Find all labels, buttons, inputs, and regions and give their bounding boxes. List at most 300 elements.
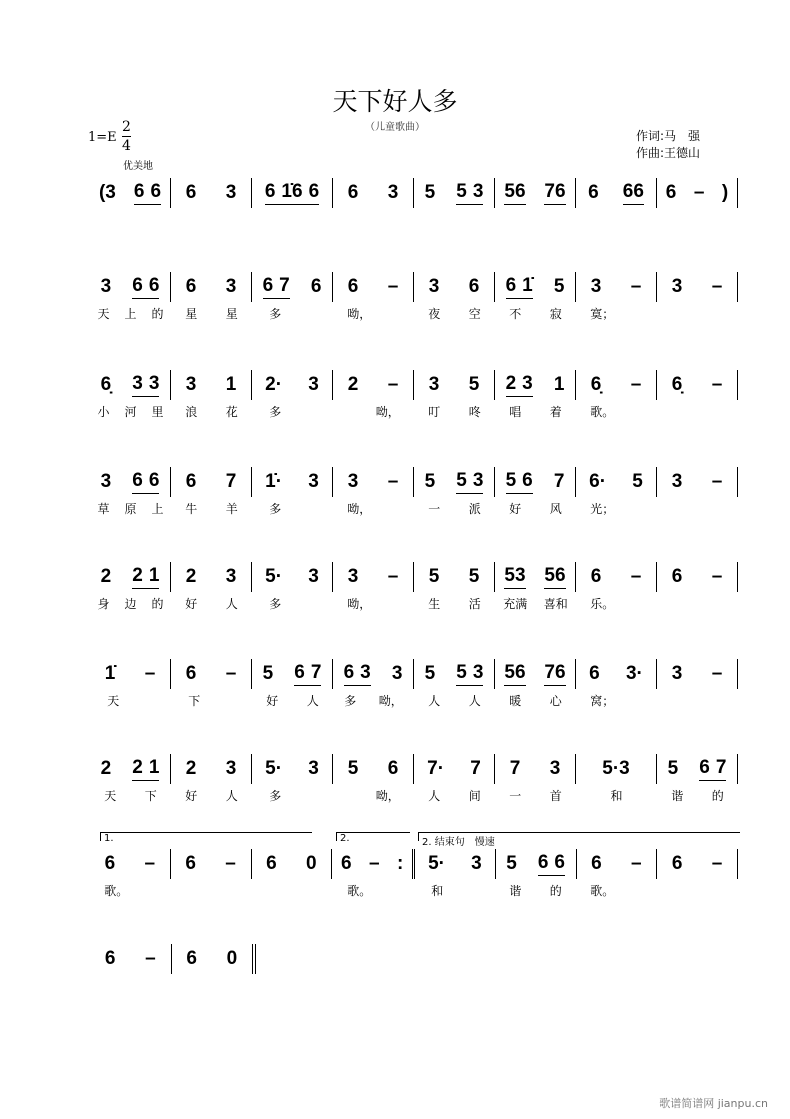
measure	[576, 178, 657, 208]
measure	[414, 370, 495, 400]
note: 2	[100, 758, 112, 779]
lyrics-row	[90, 882, 738, 899]
note: 6	[104, 948, 116, 969]
measure-lyrics	[171, 403, 252, 420]
lyric-syllable: 原	[124, 502, 137, 516]
note: –	[711, 471, 723, 492]
note-group	[101, 276, 112, 298]
note-group	[425, 471, 436, 493]
note-group	[554, 471, 565, 493]
note-group	[186, 566, 197, 588]
note-group	[392, 663, 403, 685]
note: 6	[266, 853, 277, 874]
note-group	[145, 663, 156, 685]
measure-lyrics	[252, 595, 333, 612]
note: 1	[553, 374, 565, 395]
note: 3	[132, 373, 143, 394]
lyric-syllable: 一	[428, 502, 441, 516]
lyric-syllable: 呦，	[347, 597, 372, 611]
note: –	[225, 853, 236, 874]
note: 6	[671, 853, 683, 874]
lyric-syllable: 人	[468, 694, 481, 708]
note-group	[506, 470, 533, 494]
note: 6	[150, 181, 162, 202]
note: 3	[472, 470, 484, 491]
note: 6	[387, 758, 399, 779]
composer: 作曲:王德山	[636, 146, 701, 160]
note-group	[99, 182, 116, 204]
note-group	[506, 275, 533, 299]
note-group	[306, 853, 317, 875]
lyrics-row	[90, 787, 738, 804]
note: –	[387, 374, 399, 395]
note: 3	[590, 276, 602, 297]
measure-lyrics	[414, 403, 495, 420]
measure	[414, 562, 495, 592]
note: 3	[148, 373, 160, 394]
note: 3	[225, 566, 237, 587]
note: 6	[310, 276, 322, 297]
note: 2	[132, 565, 143, 586]
note-group	[348, 374, 359, 396]
measure-lyrics	[657, 595, 738, 612]
note: 6	[340, 853, 352, 874]
measure	[576, 754, 657, 784]
lyric-syllable: 谐	[671, 789, 684, 803]
note: 6	[185, 276, 197, 297]
lyric-syllable: 下	[144, 789, 157, 803]
note-group	[538, 852, 565, 876]
note: 7	[470, 758, 481, 779]
measure	[414, 754, 495, 784]
note-group	[226, 182, 237, 204]
lyric-syllable: 窝；	[590, 694, 615, 708]
note-group	[226, 374, 237, 396]
lyric-syllable: 呦，	[347, 307, 372, 321]
lyric-syllable: 间	[468, 789, 481, 803]
tempo-marking: 优美地	[123, 161, 153, 172]
volta-1: 1.	[100, 832, 312, 841]
note-group	[388, 566, 399, 588]
note-group	[631, 276, 642, 298]
note-group	[427, 758, 444, 780]
lyric-syllable: 乐。	[590, 597, 615, 611]
note-group	[101, 566, 112, 588]
song-title: 天下好人多	[332, 87, 458, 116]
note: 2	[100, 566, 112, 587]
lyric-syllable: 天	[104, 789, 117, 803]
lyric-syllable: 活	[468, 597, 481, 611]
measure-lyrics	[495, 692, 576, 709]
note: –	[711, 566, 723, 587]
measure	[333, 562, 414, 592]
note-group	[186, 276, 197, 298]
song-subtitle: （儿童歌曲）	[365, 122, 425, 133]
measure-lyrics	[495, 595, 576, 612]
lyric-syllable: 天	[107, 694, 120, 708]
measure-lyrics	[90, 595, 171, 612]
note-group	[623, 181, 644, 205]
note-group	[388, 758, 399, 780]
note: –	[711, 276, 723, 297]
note: 5	[424, 182, 436, 203]
note-group	[105, 663, 116, 685]
note-group	[308, 566, 319, 588]
measure-lyrics	[414, 882, 495, 899]
note: 3	[360, 662, 371, 683]
note-group	[388, 276, 399, 298]
measure	[577, 849, 658, 879]
measure	[414, 467, 495, 497]
note-group	[226, 566, 237, 588]
measure	[415, 849, 496, 879]
lyric-syllable: 空	[468, 307, 481, 321]
note-group	[348, 566, 359, 588]
note: 3	[308, 758, 319, 779]
note: 56	[504, 662, 526, 683]
lyric-syllable: 喜和	[543, 597, 568, 611]
note-group	[348, 276, 359, 298]
note: 6	[132, 470, 143, 491]
measure	[90, 944, 172, 974]
note-group	[227, 948, 238, 970]
note: 6	[294, 662, 305, 683]
note: 5	[468, 566, 480, 587]
measure-lyrics	[90, 882, 171, 899]
time-signature	[122, 118, 131, 155]
note: 3	[225, 182, 237, 203]
measure-lyrics	[90, 305, 171, 322]
note-group	[429, 566, 440, 588]
measure-lyrics	[333, 882, 414, 899]
measure-lyrics	[414, 787, 495, 804]
note-group	[506, 373, 533, 397]
note-group	[544, 181, 565, 205]
measure-lyrics	[495, 403, 576, 420]
note: 2	[132, 757, 143, 778]
measure-lyrics	[576, 305, 657, 322]
note-group	[554, 374, 565, 396]
note: 6	[133, 181, 145, 202]
note-group	[429, 276, 440, 298]
note-group	[591, 374, 602, 396]
lyricist: 作词:马 强	[636, 129, 701, 143]
note-group	[265, 471, 282, 493]
note-group	[699, 757, 726, 781]
measure-lyrics	[171, 595, 252, 612]
note: 3	[347, 471, 359, 492]
lyric-syllable: 小	[97, 405, 110, 419]
lyric-syllable: 呦，	[378, 694, 403, 708]
lyric-syllable: 歌。	[590, 405, 615, 419]
note: 3	[308, 566, 319, 587]
note-group	[428, 853, 445, 875]
measure	[414, 178, 495, 208]
measure-lyrics	[333, 595, 414, 612]
note-group	[712, 566, 723, 588]
note: 6	[132, 275, 143, 296]
measure-lyrics	[333, 692, 414, 709]
note-group	[388, 374, 399, 396]
note-group	[544, 565, 565, 589]
note-group	[672, 663, 683, 685]
note: 5	[632, 471, 643, 492]
note-group	[308, 374, 319, 396]
note: 6	[590, 566, 602, 587]
note-group	[101, 758, 112, 780]
lyric-syllable: 谐	[509, 884, 522, 898]
measure	[495, 659, 576, 689]
measure	[333, 370, 414, 400]
note-group	[308, 471, 319, 493]
note: 3	[428, 276, 440, 297]
note-group	[225, 853, 236, 875]
note: 3	[308, 471, 319, 492]
measure	[495, 562, 576, 592]
note: 5	[456, 662, 467, 683]
note: 5	[553, 276, 565, 297]
note-group	[132, 373, 159, 397]
measure-lyrics	[252, 403, 333, 420]
measure-lyrics	[576, 595, 657, 612]
note-group	[712, 276, 723, 298]
measure	[576, 659, 657, 689]
note-group	[101, 374, 112, 396]
measure	[252, 370, 333, 400]
measure	[414, 659, 495, 689]
measure	[657, 178, 738, 208]
staff-row	[90, 467, 738, 499]
note-group	[186, 182, 197, 204]
note: 3	[185, 374, 197, 395]
note: 6	[347, 182, 359, 203]
note-group	[388, 182, 399, 204]
note: –	[144, 853, 156, 874]
note: 2	[185, 758, 197, 779]
measure	[90, 659, 171, 689]
measure-lyrics	[171, 787, 252, 804]
note: 1̇	[104, 663, 116, 684]
measure	[333, 467, 414, 497]
note: –	[631, 853, 642, 874]
note: 5	[424, 471, 436, 492]
lyric-syllable: 多	[269, 502, 282, 516]
note: 3	[225, 276, 237, 297]
measure-lyrics	[495, 305, 576, 322]
measure-lyrics	[414, 305, 495, 322]
lyric-syllable: 充满	[503, 597, 528, 611]
note: 6	[104, 853, 116, 874]
staff-row	[90, 272, 738, 304]
staff-row	[90, 754, 738, 786]
note-group	[672, 853, 683, 875]
measure-lyrics	[90, 403, 171, 420]
note: –	[368, 853, 380, 874]
lyric-syllable: 歌。	[104, 884, 129, 898]
measure	[657, 370, 738, 400]
measure	[171, 562, 252, 592]
measure	[252, 849, 333, 879]
note-group	[672, 276, 683, 298]
note-group	[712, 471, 723, 493]
note: 7	[279, 275, 290, 296]
measure	[171, 272, 252, 302]
note: 2	[185, 566, 197, 587]
measure	[252, 178, 333, 208]
note-group	[712, 663, 723, 685]
lyric-syllable: 歌。	[590, 884, 615, 898]
note-group	[469, 566, 480, 588]
lyric-syllable: 边	[124, 597, 137, 611]
note: 7	[715, 757, 727, 778]
note-group	[132, 275, 159, 299]
staff-row	[90, 659, 738, 691]
measure-lyrics	[333, 500, 414, 517]
note-group	[341, 853, 352, 875]
lyric-syllable: 羊	[225, 502, 238, 516]
lyric-syllable: 人	[428, 694, 441, 708]
note: 5·3	[602, 758, 630, 779]
lyric-syllable: 多	[269, 597, 282, 611]
note-group	[456, 470, 483, 494]
note: 3	[100, 276, 112, 297]
lyric-syllable: 生	[428, 597, 441, 611]
measure	[90, 754, 171, 784]
note-group	[631, 374, 642, 396]
note: 7	[310, 662, 322, 683]
measure-lyrics	[495, 787, 576, 804]
lyric-syllable: 的	[549, 884, 562, 898]
note-group	[132, 565, 159, 589]
note: 6	[537, 852, 549, 873]
note: 6	[699, 757, 710, 778]
note: 5	[347, 758, 359, 779]
measure-lyrics	[171, 500, 252, 517]
measure-lyrics	[90, 692, 171, 709]
measure	[332, 849, 415, 879]
note-group	[186, 471, 197, 493]
measure	[252, 659, 333, 689]
lyric-syllable: 暖	[509, 694, 522, 708]
watermark: 歌谱简谱网 jianpu.cn	[659, 1097, 768, 1110]
note-group	[186, 758, 197, 780]
note-group	[554, 276, 565, 298]
note: 6̣	[671, 374, 683, 395]
lyric-syllable: 好	[266, 694, 279, 708]
note-group	[712, 374, 723, 396]
lyric-syllable: 星	[185, 307, 198, 321]
note: 56	[504, 181, 526, 202]
time-sig-top: 2	[122, 119, 131, 135]
lyric-syllable: 叮	[428, 405, 441, 419]
staff-row	[90, 944, 256, 976]
measure-lyrics	[657, 882, 738, 899]
note-group	[456, 662, 483, 686]
measure-lyrics	[576, 882, 657, 899]
note: 0	[226, 948, 238, 969]
lyric-syllable: 呦，	[375, 405, 400, 419]
lyric-syllable: 人	[306, 694, 319, 708]
measure	[172, 944, 257, 974]
measure	[252, 467, 333, 497]
note-group	[311, 276, 322, 298]
note-group	[588, 182, 599, 204]
measure	[576, 562, 657, 592]
note-group	[134, 181, 161, 205]
lyric-syllable: 天	[97, 307, 110, 321]
measure-lyrics	[576, 403, 657, 420]
lyric-syllable: 的	[711, 789, 724, 803]
note: 5	[667, 758, 679, 779]
measure	[576, 272, 657, 302]
measure	[495, 178, 576, 208]
lyrics-row	[90, 595, 738, 612]
lyric-syllable: 派	[468, 502, 481, 516]
measure-lyrics	[171, 882, 252, 899]
note-group	[626, 663, 643, 685]
note-group	[672, 374, 683, 396]
note-group	[294, 662, 321, 686]
staff-row	[90, 370, 738, 402]
note-group	[263, 663, 274, 685]
note: 6	[671, 566, 683, 587]
lyrics-row	[90, 692, 738, 709]
note: 6	[591, 853, 602, 874]
note-group	[631, 566, 642, 588]
measure-lyrics	[576, 787, 657, 804]
note-group	[226, 471, 237, 493]
note: 5·	[265, 758, 283, 779]
lyric-syllable: 的	[151, 307, 164, 321]
measure	[333, 178, 414, 208]
note-group	[308, 758, 319, 780]
lyric-syllable: 呦，	[347, 502, 372, 516]
note: 2·	[265, 374, 283, 395]
note-group	[712, 853, 723, 875]
lyric-syllable: 多	[269, 307, 282, 321]
note: 5	[506, 853, 517, 874]
lyric-syllable: 多	[344, 694, 357, 708]
note-group	[589, 663, 600, 685]
measure-lyrics	[252, 787, 333, 804]
note: 3	[100, 471, 112, 492]
note-group	[266, 853, 277, 875]
note-group	[263, 275, 290, 299]
measure-lyrics	[495, 882, 576, 899]
note: 5·	[428, 853, 445, 874]
note: 76	[544, 662, 566, 683]
note-group	[632, 471, 643, 493]
measure	[90, 467, 171, 497]
note-group	[226, 276, 237, 298]
note: 3	[671, 276, 683, 297]
note: 6	[588, 182, 599, 203]
measure	[171, 370, 252, 400]
measure-lyrics	[657, 403, 738, 420]
note: 6	[347, 276, 359, 297]
measure	[90, 562, 171, 592]
note: –	[144, 663, 156, 684]
lyric-syllable: 牛	[185, 502, 198, 516]
note: 1	[148, 565, 160, 586]
note: 3	[671, 663, 683, 684]
note: :	[396, 853, 404, 874]
measure-lyrics	[576, 500, 657, 517]
note: –	[693, 182, 705, 203]
measure	[252, 272, 333, 302]
note: 6	[505, 275, 517, 296]
measure-lyrics	[333, 787, 414, 804]
